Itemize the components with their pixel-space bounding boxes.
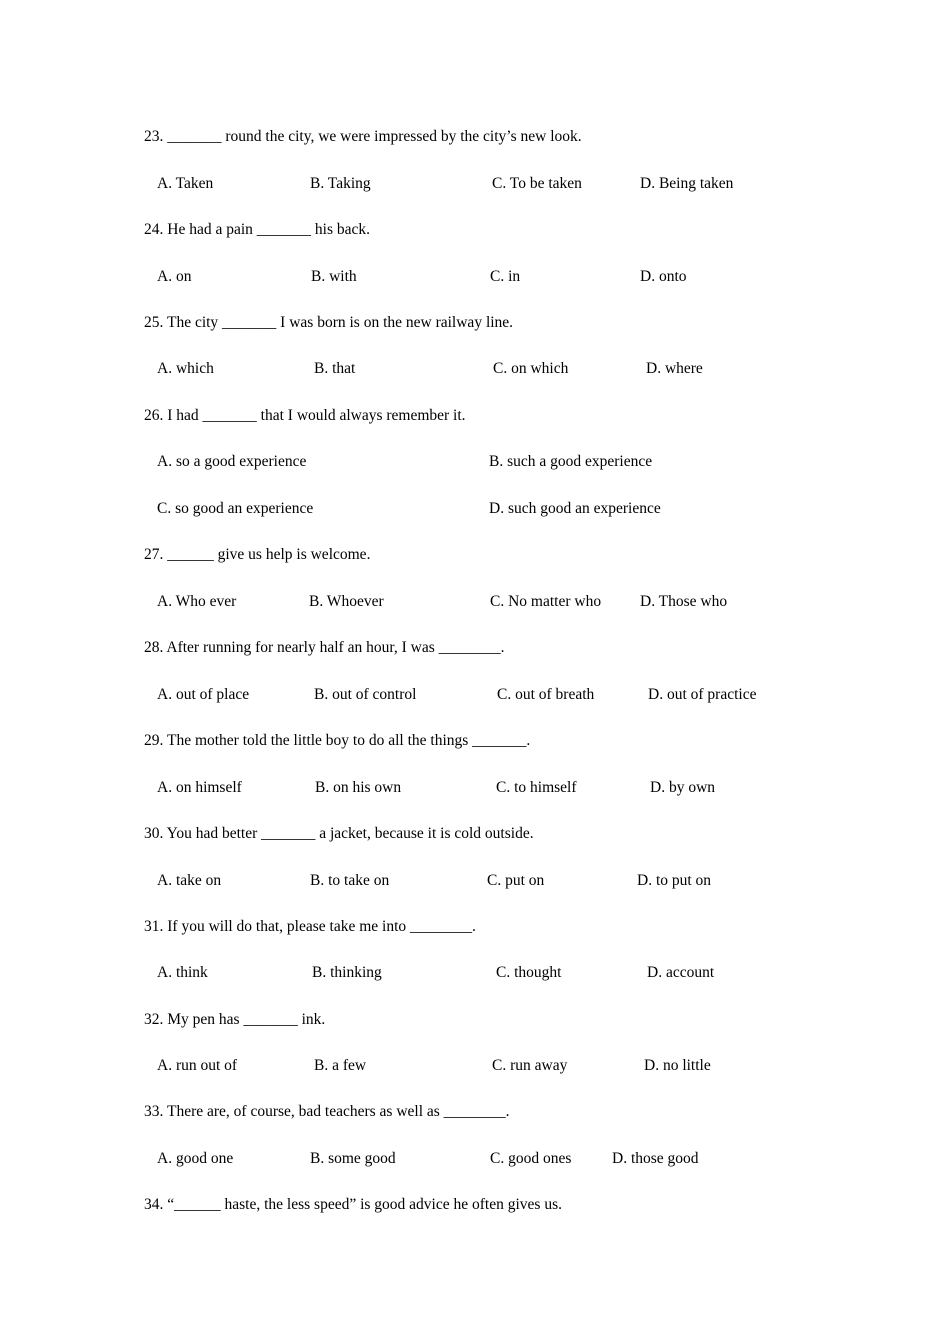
option: D. by own	[650, 779, 716, 796]
option: C. out of breath	[497, 686, 595, 703]
option: C. so good an experience	[157, 500, 314, 517]
option: C. run away	[492, 1057, 568, 1074]
option: A. on	[157, 268, 192, 285]
option: A. take on	[157, 872, 222, 889]
option: C. to himself	[496, 779, 577, 796]
option: B. such a good experience	[489, 453, 653, 470]
option: D. where	[646, 360, 703, 377]
option: B. Taking	[310, 175, 371, 192]
option: D. account	[647, 964, 715, 981]
option: B. with	[311, 268, 357, 285]
option: B. a few	[314, 1057, 367, 1074]
question-stem: 29. The mother told the little boy to do all the things _______.	[144, 732, 531, 749]
question-stem: 26. I had _______ that I would always remember it.	[144, 407, 466, 424]
question-stem: 33. There are, of course, bad teachers as well as ________.	[144, 1103, 510, 1120]
option: C. put on	[487, 872, 545, 889]
option: B. on his own	[315, 779, 402, 796]
option: D. those good	[612, 1150, 699, 1167]
option: D. no little	[644, 1057, 711, 1074]
option: C. good ones	[490, 1150, 572, 1167]
option: B. some good	[310, 1150, 396, 1167]
option: D. out of practice	[648, 686, 757, 703]
question-stem: 27. ______ give us help is welcome.	[144, 546, 371, 563]
option: A. on himself	[157, 779, 242, 796]
question-stem: 24. He had a pain _______ his back.	[144, 221, 370, 238]
option: A. Who ever	[157, 593, 237, 610]
question-stem: 34. “______ haste, the less speed” is good advice he often gives us.	[144, 1196, 562, 1213]
option: A. think	[157, 964, 208, 981]
option: D. Being taken	[640, 175, 734, 192]
option: D. such good an experience	[489, 500, 661, 517]
option: C. To be taken	[492, 175, 582, 192]
option: C. thought	[496, 964, 562, 981]
option: A. run out of	[157, 1057, 238, 1074]
option: B. Whoever	[309, 593, 384, 610]
question-stem: 31. If you will do that, please take me into ________.	[144, 918, 476, 935]
question-stem: 30. You had better _______ a jacket, because it is cold outside.	[144, 825, 534, 842]
option: B. that	[314, 360, 356, 377]
option: D. to put on	[637, 872, 712, 889]
option: A. out of place	[157, 686, 250, 703]
option: A. which	[157, 360, 214, 377]
question-stem: 25. The city _______ I was born is on the new railway line.	[144, 314, 514, 331]
question-stem: 32. My pen has _______ ink.	[144, 1011, 326, 1028]
option: C. No matter who	[490, 593, 602, 610]
option: C. on which	[493, 360, 569, 377]
option: B. to take on	[310, 872, 390, 889]
option: B. thinking	[312, 964, 382, 981]
option: A. Taken	[157, 175, 214, 192]
option: A. good one	[157, 1150, 234, 1167]
question-stem: 28. After running for nearly half an hour, I was ________.	[144, 639, 505, 656]
option: B. out of control	[314, 686, 417, 703]
option: D. onto	[640, 268, 687, 285]
option: C. in	[490, 268, 521, 285]
option: D. Those who	[640, 593, 728, 610]
question-stem: 23. _______ round the city, we were impressed by the city’s new look.	[144, 128, 582, 145]
option: A. so a good experience	[157, 453, 307, 470]
